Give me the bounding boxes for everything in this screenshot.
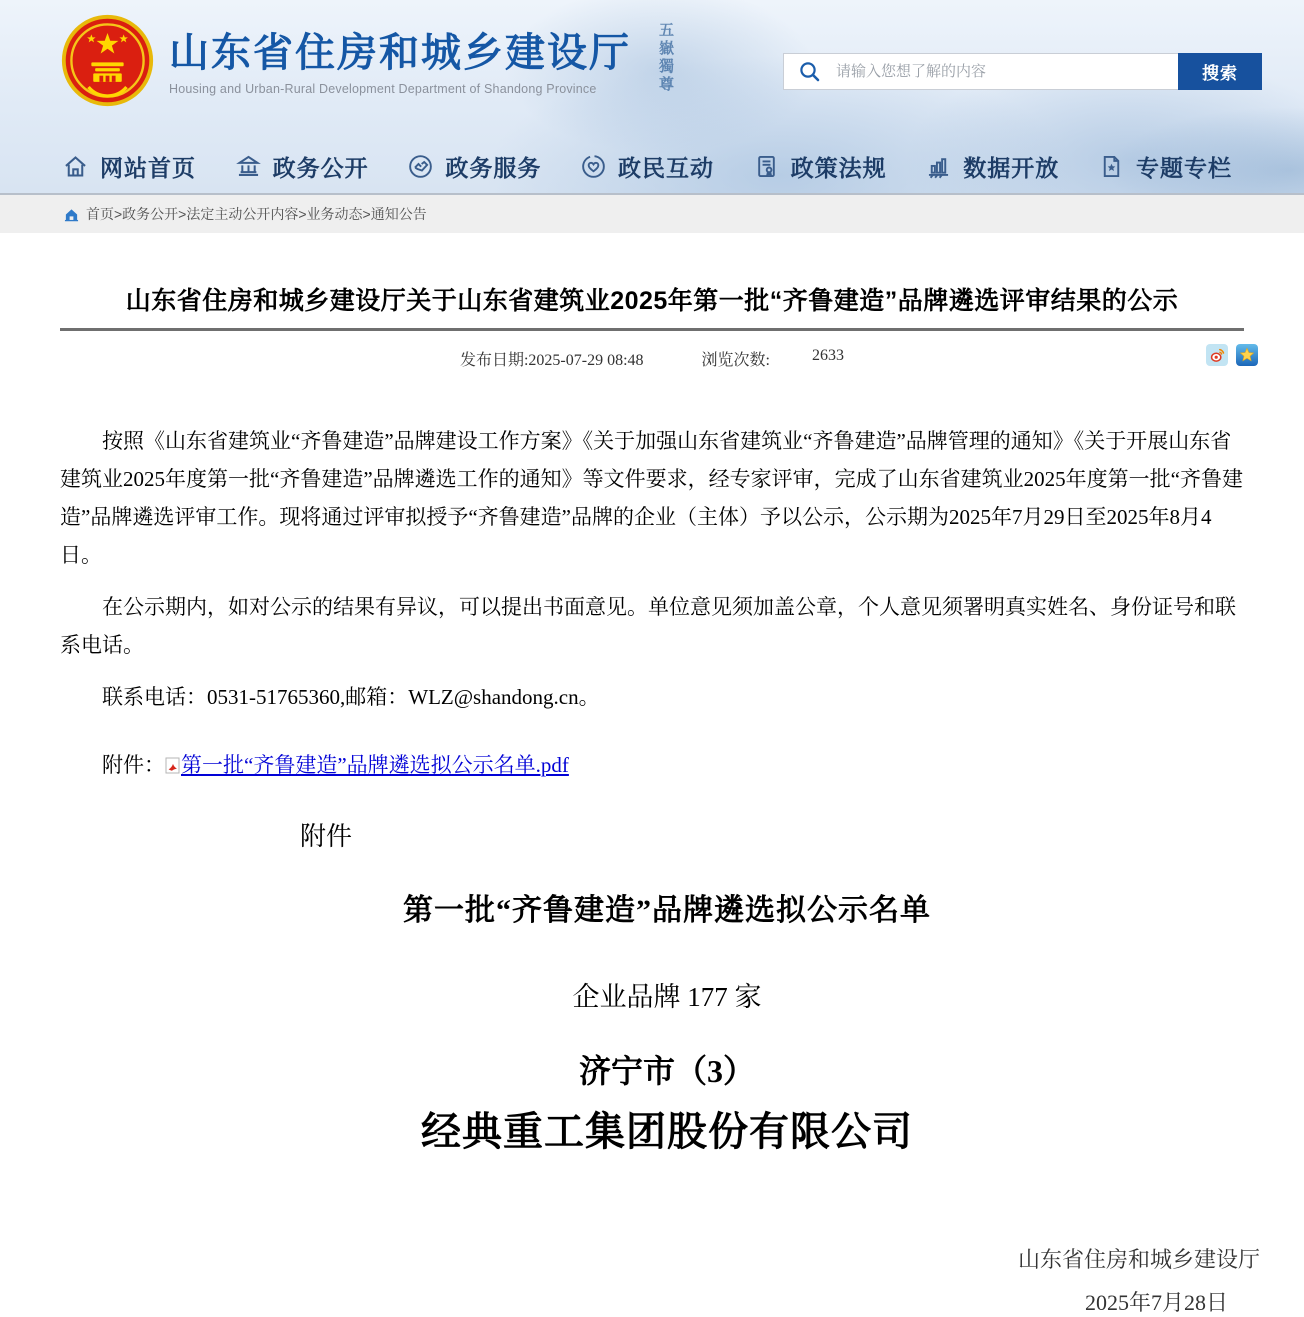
signature-date: 2025年7月28日 (1084, 1290, 1228, 1315)
views-count: 2633 (812, 346, 844, 364)
article-content (0, 281, 1304, 1317)
nav-label: 政民互动 (617, 154, 714, 181)
nav-item-open-data[interactable] (925, 150, 1059, 183)
pdf-icon (165, 757, 180, 774)
signature-block (60, 1243, 1260, 1317)
site-logo-block[interactable] (60, 13, 631, 108)
site-title-group (169, 13, 631, 96)
views-group (702, 347, 844, 370)
doc-company-name: 经典重工集团股份有限公司 (421, 1109, 913, 1154)
handshake-icon (407, 153, 434, 180)
publish-date: 发布日期:2025-07-29 08:48 (459, 351, 644, 369)
article-meta (60, 346, 1244, 370)
embedded-document (300, 816, 1034, 1157)
search-icon (798, 60, 821, 83)
star-doc-icon (1098, 153, 1125, 180)
views-label: 浏览次数: (701, 351, 770, 369)
search-input[interactable] (783, 53, 1178, 90)
signature-name: 山东省住房和城乡建设厅 (1017, 1247, 1260, 1272)
nav-label: 政策法规 (790, 154, 887, 181)
doc-city-heading: 济宁市（3） (578, 1053, 755, 1089)
main-nav (0, 143, 1304, 193)
article-body (60, 422, 1244, 716)
site-title: 山东省住房和城乡建设厅 (169, 31, 631, 75)
breadcrumb[interactable]: 首页>政务公开>法定主动公开内容>业务动态>通知公告 (86, 206, 427, 222)
search-button[interactable]: 搜索 (1178, 53, 1262, 90)
nav-item-home[interactable] (62, 150, 196, 183)
nav-item-gov-services[interactable] (407, 150, 541, 183)
policy-doc-icon (753, 153, 780, 180)
nav-item-special-topics[interactable] (1098, 150, 1232, 183)
paragraph: 联系电话：0531-51765360,邮箱：WLZ@shandong.cn。 (102, 685, 600, 709)
page-title: 山东省住房和城乡建设厅关于山东省建筑业2025年第一批“齐鲁建造”品牌遴选评审结果的公示 (125, 287, 1179, 315)
doc-title: 第一批“齐鲁建造”品牌遴选拟公示名单 (403, 894, 931, 927)
attachment-label: 附件： (102, 753, 165, 777)
paragraph: 按照《山东省建筑业“齐鲁建造”品牌建设工作方案》《关于加强山东省建筑业“齐鲁建造”品牌管理的通知》《关于开展山东省建筑业2025年度第一批“齐鲁建造”品牌遴选工作的通知》等文件要求，经专家评审，完成了山东省建筑业2025年度第一批“齐鲁建造”品牌遴选评审工作。现将通过评审拟授予“齐鲁建造”品牌的企业（主体）予以公示，公示期为2025年7月29日至2025年8月4日。 (60, 429, 1243, 567)
nav-label: 数据开放 (963, 154, 1060, 181)
site-subtitle: Housing and Urban-Rural Development Department of Shandong Province (169, 82, 597, 96)
site-header (0, 0, 1304, 195)
nav-label: 专题专栏 (1135, 154, 1232, 181)
doc-annex-label: 附件 (300, 822, 353, 851)
data-chart-icon (925, 153, 952, 180)
paragraph: 在公示期内，如对公示的结果有异议，可以提出书面意见。单位意见须加盖公章，个人意见须署明真实姓名、身份证号和联系电话。 (60, 595, 1236, 657)
nav-item-gov-affairs[interactable] (235, 150, 369, 183)
bank-icon (235, 153, 262, 180)
nav-label: 政务公开 (272, 154, 369, 181)
breadcrumb-home-icon (64, 207, 79, 222)
qzone-share-icon[interactable] (1236, 344, 1258, 366)
mountain-stone-decor: 五嶽獨尊 (657, 22, 673, 94)
title-divider (60, 328, 1244, 331)
heart-chat-icon (580, 153, 607, 180)
nav-item-interaction[interactable] (580, 150, 714, 183)
doc-subtitle: 企业品牌 177 家 (572, 982, 762, 1012)
share-icons (1206, 344, 1258, 366)
weibo-share-icon[interactable] (1206, 344, 1228, 366)
breadcrumb-bar (0, 195, 1304, 233)
nav-label: 网站首页 (100, 154, 196, 181)
attachment-row (60, 750, 1244, 780)
nav-label: 政务服务 (445, 154, 542, 181)
national-emblem-icon (60, 13, 155, 108)
search-bar (783, 53, 1262, 90)
nav-item-policies[interactable] (753, 150, 887, 183)
attachment-pdf-link[interactable]: 第一批“齐鲁建造”品牌遴选拟公示名单.pdf (181, 753, 569, 777)
home-icon (62, 153, 89, 180)
